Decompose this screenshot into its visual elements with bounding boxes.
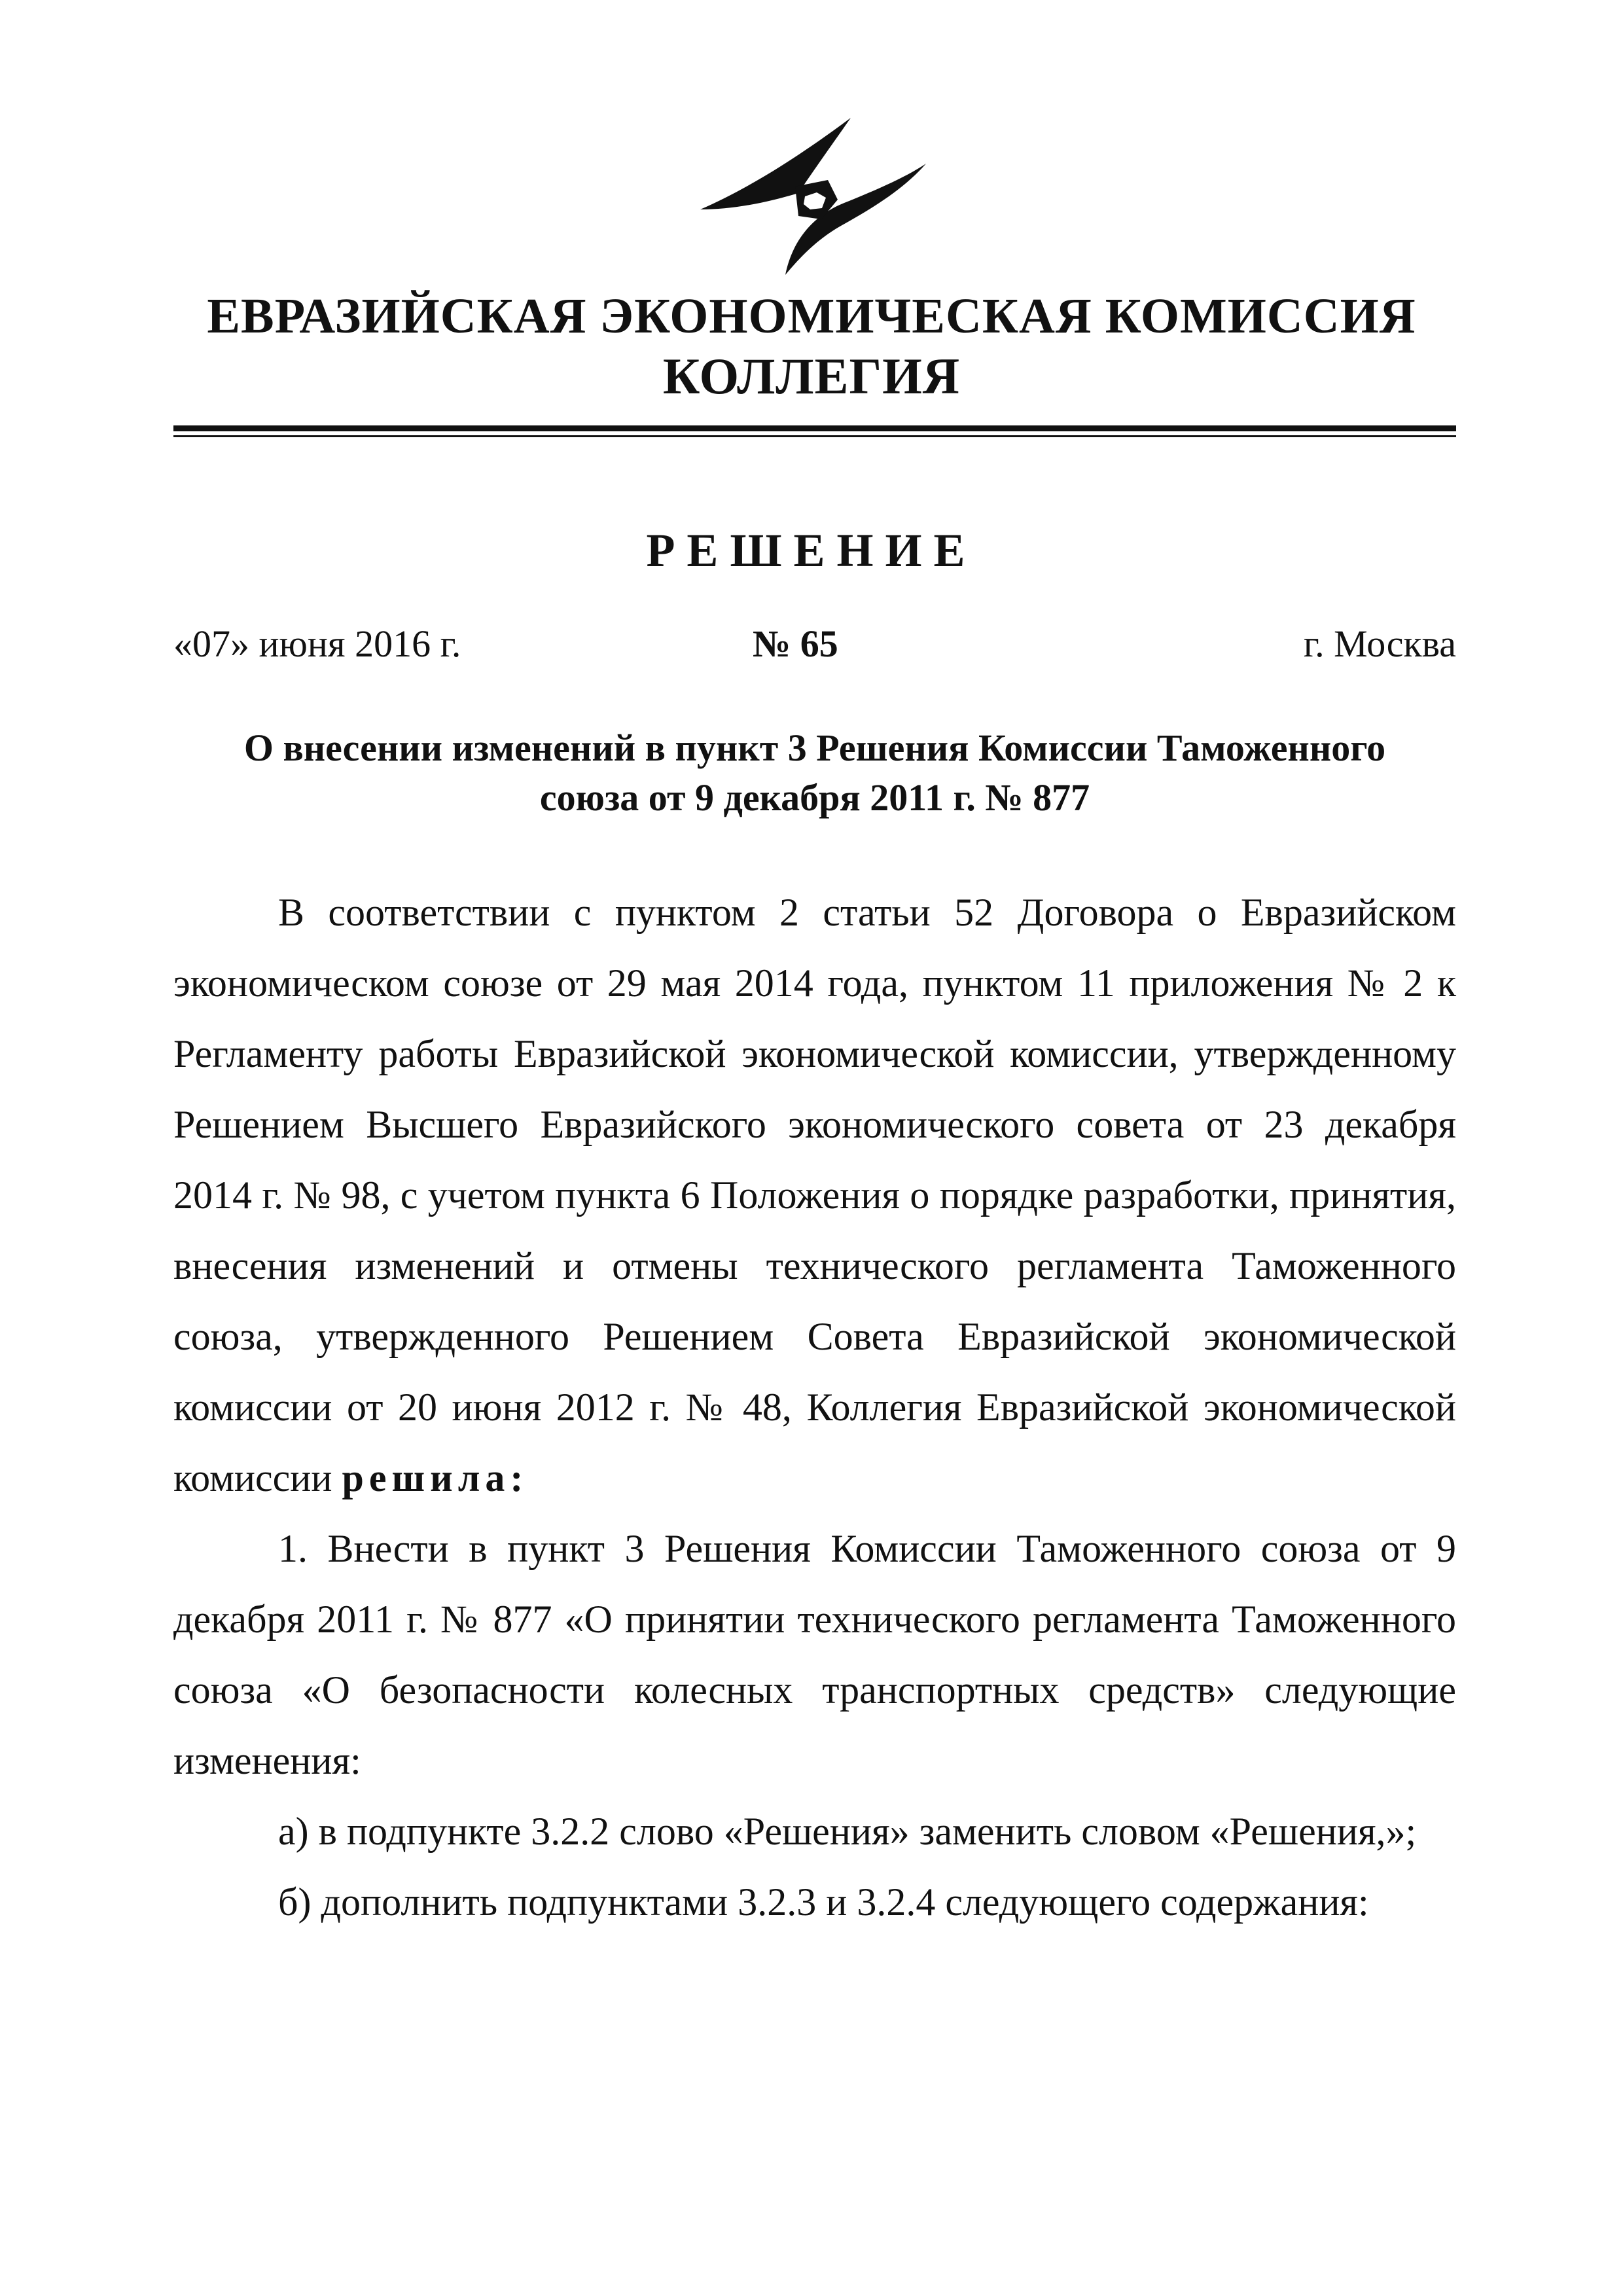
- document-subject: [173, 723, 1456, 823]
- document-city: г. Москва: [1303, 622, 1456, 665]
- organization-body: КОЛЛЕГИЯ: [662, 348, 961, 404]
- item-b-paragraph: б) дополнить подпунктами 3.2.3 и 3.2.4 следующего содержания:: [278, 1880, 1369, 1924]
- document-date: «07» июня 2016 г.: [173, 622, 461, 665]
- subject-line-2: союза от 9 декабря 2011 г. № 877: [539, 776, 1090, 819]
- header-rule-thick: [173, 425, 1456, 431]
- preamble-paragraph: [173, 877, 1456, 1513]
- item-a-paragraph: а) в подпункте 3.2.2 слово «Решения» заменить словом «Решения,»;: [278, 1810, 1417, 1853]
- eec-emblem-icon: [687, 111, 936, 281]
- document-number: № 65: [753, 622, 838, 665]
- document-type: РЕШЕНИЕ: [646, 524, 977, 577]
- header-rule-thin: [173, 435, 1456, 437]
- preamble-text: В соответствии с пунктом 2 статьи 52 Договора о Евразийском экономическом союзе от 29 мая 2014 года, пунктом 11 приложения № 2 к Регламенту работы Евразийской экономической комиссии, утвержденному Решением Высшего Евразийского экономического совета от 23 декабря 2014 г. № 98, с учетом пункта 6 Положения о порядке разработки, принятия, внесения изменений и отмены технического регламента Таможенного союза, утвержденного Решением Совета Евразийской экономической комиссии от 20 июня 2012 г. № 48, Коллегия Евразийской экономической комиссии: [173, 891, 1456, 1499]
- item-1-paragraph: 1. Внести в пункт 3 Решения Комиссии Таможенного союза от 9 декабря 2011 г. № 877 «О принятии технического регламента Таможенного союза «О безопасности колесных транспортных средств» следующие изменения:: [173, 1527, 1456, 1782]
- decided-word: решила:: [342, 1456, 529, 1499]
- subject-line-1: О внесении изменений в пункт 3 Решения Комиссии Таможенного: [243, 726, 1386, 769]
- organization-name: ЕВРАЗИЙСКАЯ ЭКОНОМИЧЕСКАЯ КОМИССИЯ: [207, 289, 1416, 344]
- document-body: [173, 877, 1456, 1937]
